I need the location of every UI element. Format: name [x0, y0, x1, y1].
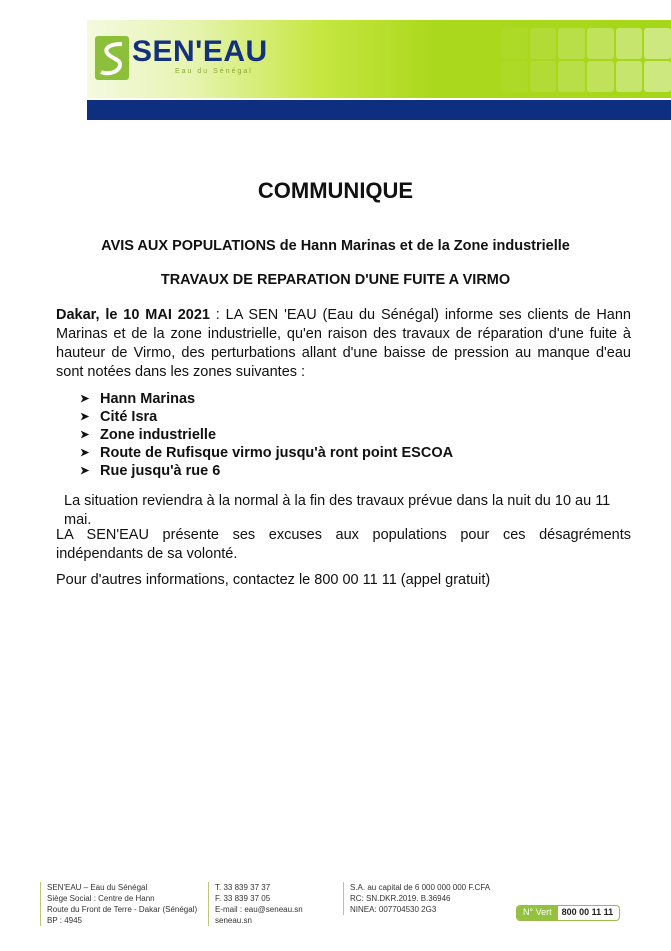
list-item: ➤ Cité Isra: [80, 409, 158, 425]
page-title: COMMUNIQUE: [257, 178, 414, 203]
arrow-bullet-icon: ➤: [80, 429, 90, 441]
website-link[interactable]: seneau.sn: [215, 916, 252, 925]
list-item: ➤ Route de Rufisque virmo jusqu'à ront point ESCOA: [80, 445, 454, 461]
arrow-bullet-icon: ➤: [80, 411, 90, 423]
apology-paragraph: LA SEN'EAU présente ses excuses aux populations pour ces désagréments indépendants de sa volonté.: [56, 527, 631, 562]
numero-vert-label: N° Vert: [517, 906, 558, 920]
logo-text: SEN'EAU: [132, 35, 268, 68]
footer-legal: S.A. au capital de 6 000 000 000 F.CFA RC: SN.DKR.2019. B.36946 NINEA: 007704530 2G3: [343, 882, 490, 915]
intro-paragraph: [56, 306, 631, 382]
numero-vert-number: 800 00 11 11: [561, 907, 614, 917]
email-link[interactable]: E-mail : eau@seneau.sn: [215, 905, 303, 914]
contact-paragraph: Pour d'autres informations, contactez le 800 00 11 11 (appel gratuit): [56, 572, 491, 588]
list-item: ➤ Hann Marinas: [80, 391, 196, 407]
letterhead: [87, 20, 671, 120]
numero-vert-badge: [516, 905, 620, 921]
works-heading: TRAVAUX DE REPARATION D'UNE FUITE A VIRMO: [160, 272, 511, 288]
arrow-bullet-icon: ➤: [80, 465, 90, 477]
intro-text: : LA SEN 'EAU (Eau du Sénégal) informe ses clients de Hann Marinas et de la zone industrielle, qu'en raison des travaux de réparation d'une fuite à hauteur de Virmo, des perturbations allant d'une baisse de pression au manque d'eau sont notées dans les zones suivantes :: [56, 307, 631, 380]
decorative-pattern: [501, 28, 671, 92]
green-banner: [87, 20, 671, 98]
footer-contact: T. 33 839 37 37 F. 33 839 37 05 E-mail : eau@seneau.sn seneau.sn: [208, 882, 303, 926]
list-item: ➤ Rue jusqu'à rue 6: [80, 463, 221, 479]
arrow-bullet-icon: ➤: [80, 393, 90, 405]
affected-zones-list: [80, 390, 453, 480]
footer: [0, 880, 671, 930]
date-location: Dakar, le 10 MAI 2021: [56, 307, 210, 323]
blue-bar: [87, 100, 671, 120]
logo-subtitle: Eau du Sénégal: [175, 68, 253, 75]
footer-address: SEN'EAU – Eau du Sénégal Siège Social : Centre de Hann Route du Front de Terre - Dakar (Sénégal) BP : 4945: [40, 882, 197, 926]
list-item: ➤ Zone industrielle: [80, 427, 217, 443]
situation-paragraph: La situation reviendra à la normal à la fin des travaux prévue dans la nuit du 10 au 11 mai.: [64, 493, 611, 528]
notice-heading: AVIS AUX POPULATIONS de Hann Marinas et de la Zone industrielle: [101, 238, 570, 254]
arrow-bullet-icon: ➤: [80, 447, 90, 459]
seneau-logo-icon: [95, 36, 129, 80]
